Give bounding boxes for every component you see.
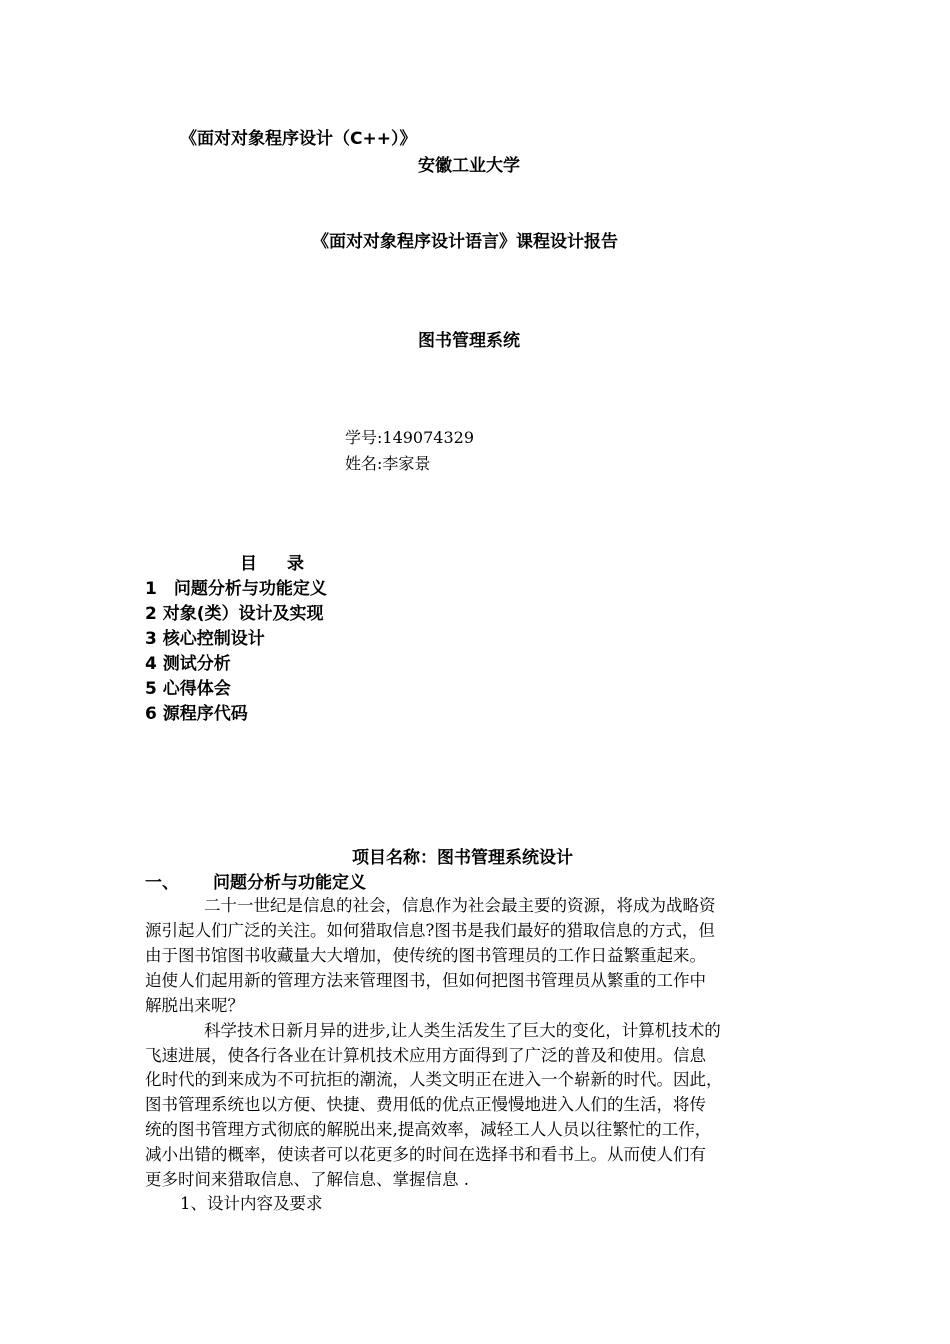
report-title: 《面对对象程序设计语言》课程设计报告	[312, 232, 618, 252]
paragraph-line: 迫使人们起用新的管理方法来管理图书，但如何把图书管理员从繁重的工作中	[145, 971, 706, 990]
section-title: 问题分析与功能定义	[213, 873, 366, 893]
paragraph-line: 解脱出来呢？	[145, 996, 244, 1015]
toc-item: 1 问题分析与功能定义	[145, 579, 327, 599]
toc-item: 6 源程序代码	[145, 704, 248, 724]
subsection-heading: 1、设计内容及要求	[180, 1194, 323, 1213]
paragraph-line: 化时代的到来成为不可抗拒的潮流，人类文明正在进入一个崭新的时代。因此，	[145, 1070, 723, 1089]
toc-item: 2 对象(类）设计及实现	[145, 604, 324, 624]
toc-title-left: 目	[240, 554, 257, 574]
toc-title	[240, 549, 304, 574]
paragraph-line: 二十一世纪是信息的社会，信息作为社会最主要的资源，将成为战略资	[204, 896, 716, 915]
course-title: 《面对对象程序设计（C++）》	[180, 129, 417, 149]
toc-item: 4 测试分析	[145, 654, 231, 674]
university-name: 安徽工业大学	[418, 156, 520, 176]
toc-title-right: 录	[287, 554, 304, 574]
section-heading	[145, 868, 366, 893]
paragraph-line: 飞速进展，使各行各业在计算机技术应用方面得到了广泛的普及和使用。信息	[145, 1046, 706, 1065]
project-title: 项目名称：图书管理系统设计	[352, 848, 573, 868]
student-name: 姓名:李家景	[345, 454, 431, 473]
paragraph-line: 减小出错的概率，使读者可以花更多的时间在选择书和看书上。从而使人们有	[145, 1145, 706, 1164]
paragraph-line: 统的图书管理方式彻底的解脱出来,提高效率，减轻工人人员以往繁忙的工作，	[145, 1120, 712, 1139]
system-name: 图书管理系统	[418, 331, 520, 351]
paragraph-line: 由于图书馆图书收藏量大大增加，使传统的图书管理员的工作日益繁重起来。	[145, 946, 706, 965]
paragraph-line: 更多时间来猎取信息、了解信息、掌握信息 .	[145, 1170, 469, 1189]
toc-item: 3 核心控制设计	[145, 629, 265, 649]
paragraph-line: 科学技术日新月异的进步,让人类生活发生了巨大的变化，计算机技术的	[204, 1021, 721, 1040]
paragraph-line: 图书管理系统也以方便、快捷、费用低的优点正慢慢地进入人们的生活，将传	[145, 1095, 706, 1114]
section-number: 一、	[145, 873, 179, 893]
student-id: 学号:149074329	[345, 428, 475, 447]
toc-item: 5 心得体会	[145, 679, 231, 699]
paragraph-line: 源引起人们广泛的关注。如何猎取信息?图书是我们最好的猎取信息的方式，但	[145, 921, 715, 940]
